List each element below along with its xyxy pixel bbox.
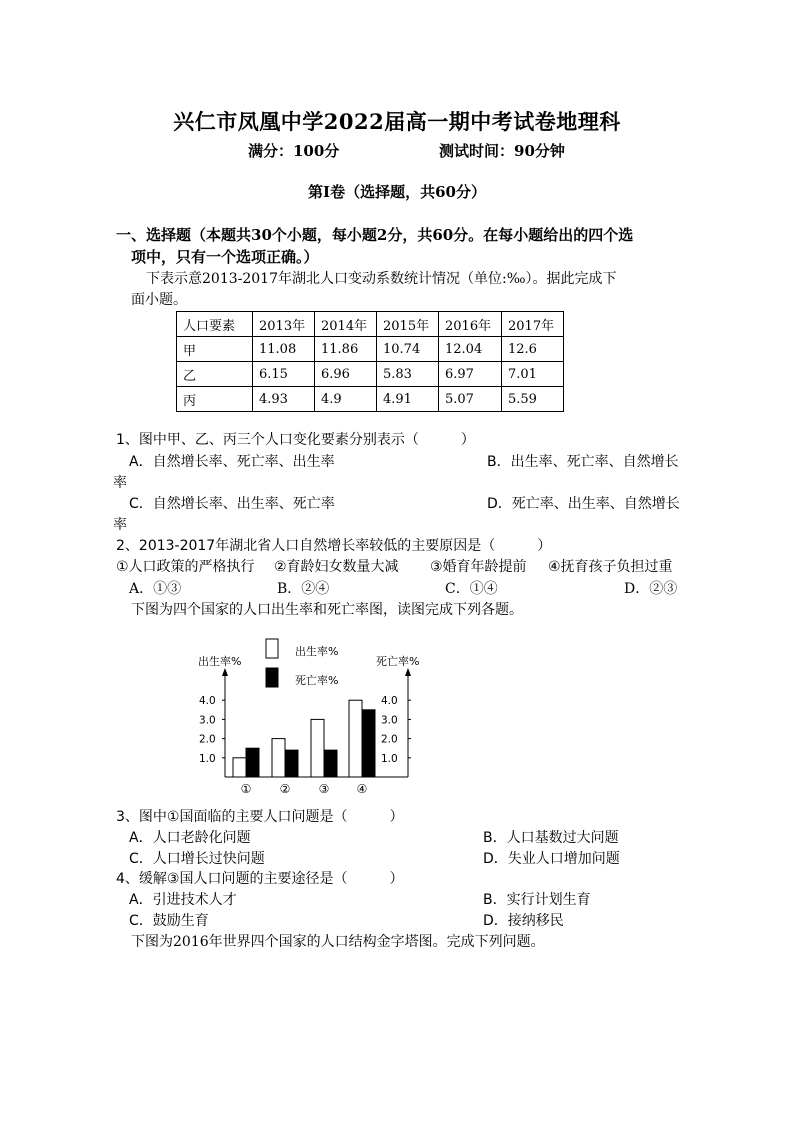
table-row (177, 387, 564, 412)
q2-option-a: A．①③ (129, 581, 182, 597)
table-cell: 11.08 (253, 337, 315, 362)
table-header-cell: 2017年 (502, 312, 564, 337)
q3-option-d: D．失业人口增加问题 (483, 851, 620, 867)
table-cell: 甲 (177, 337, 253, 362)
table-cell: 4.91 (377, 387, 439, 412)
table-cell: 4.93 (253, 387, 315, 412)
intro-pyramid: 下图为2016年世界四个国家的人口结构金字塔图。完成下列问题。 (131, 934, 545, 950)
table-row (177, 337, 564, 362)
death-rate-bar (246, 748, 259, 777)
y-axis-left-label: 出生率% (198, 655, 242, 668)
y-tick-label-left: 2.0 (199, 733, 216, 746)
section-instruction-line1: 一、选择题（本题共30个小题，每小题2分，共60分。在每小题给出的四个选 (116, 226, 634, 244)
section-instruction-line2: 项中，只有一个选项正确。） (131, 248, 319, 266)
q4-option-a: A．引进技术人才 (129, 892, 237, 908)
birth-rate-bar (349, 700, 362, 777)
q2-choice-2: ②育龄妇女数量大减 (274, 559, 399, 575)
x-tick-label: ② (279, 782, 291, 796)
legend-birth-label: 出生率% (295, 645, 339, 658)
table-cell: 乙 (177, 362, 253, 387)
q1-option-d-wrap: 率 (113, 517, 127, 533)
death-rate-bar (285, 750, 298, 777)
q2-choice-4: ④抚育孩子负担过重 (548, 559, 673, 575)
table-cell: 5.83 (377, 362, 439, 387)
intro-chart: 下图为四个国家的人口出生率和死亡率图，读图完成下列各题。 (131, 602, 523, 618)
intro-table-line1: 下表示意2013-2017年湖北人口变动系数统计情况（单位:‰）。据此完成下 (146, 271, 617, 287)
table-cell: 11.86 (315, 337, 377, 362)
y-tick-label-left: 3.0 (199, 714, 216, 727)
legend-birth-swatch (266, 639, 278, 658)
q2-stem: 2、2013-2017年湖北省人口自然增长率较低的主要原因是（ ） (116, 538, 552, 554)
q1-option-b: B．出生率、死亡率、自然增长 (487, 454, 679, 470)
table-cell: 5.59 (502, 387, 564, 412)
full-score: 满分：100分 (248, 142, 340, 160)
test-time: 测试时间：90分钟 (439, 142, 565, 160)
q1-option-d: D．死亡率、出生率、自然增长 (487, 496, 680, 512)
y-tick-label-right: 2.0 (381, 733, 398, 746)
legend-death-swatch (266, 668, 278, 687)
table-cell: 6.15 (253, 362, 315, 387)
y-tick-label-left: 1.0 (199, 752, 216, 765)
table-header-cell: 2015年 (377, 312, 439, 337)
q2-option-d: D．②③ (624, 581, 678, 597)
table-cell: 7.01 (502, 362, 564, 387)
table-cell: 12.6 (502, 337, 564, 362)
table-header-cell: 2013年 (253, 312, 315, 337)
q1-stem: 1、图中甲、乙、丙三个人口变化要素分别表示（ ） (116, 432, 475, 448)
y-tick-label-right: 4.0 (381, 695, 398, 708)
table-cell: 5.07 (439, 387, 502, 412)
q1-option-a: A．自然增长率、死亡率、出生率 (129, 454, 335, 470)
exam-title: 兴仁市凤凰中学2022届高一期中考试卷地理科 (173, 109, 621, 134)
population-table (176, 311, 564, 412)
q3-option-c: C．人口增长过快问题 (129, 851, 265, 867)
section-title: 第Ⅰ卷（选择题，共60分） (308, 183, 486, 201)
table-header-row (177, 312, 564, 337)
q3-option-a: A．人口老龄化问题 (129, 830, 251, 846)
q3-stem: 3、图中①国面临的主要人口问题是（ ） (116, 809, 404, 825)
q2-option-c: C．①④ (445, 581, 498, 597)
birth-rate-bar (311, 719, 324, 777)
table-cell: 10.74 (377, 337, 439, 362)
q1-option-c: C．自然增长率、出生率、死亡率 (129, 496, 335, 512)
table-cell: 6.96 (315, 362, 377, 387)
table-cell: 6.97 (439, 362, 502, 387)
y-axis-left-arrow (222, 668, 228, 676)
q2-option-b: B．②④ (277, 581, 330, 597)
q2-choice-3: ③婚育年龄提前 (430, 559, 527, 575)
q4-stem: 4、缓解③国人口问题的主要途径是（ ） (116, 871, 404, 887)
q3-option-b: B．人口基数过大问题 (483, 830, 619, 846)
q1-option-b-wrap: 率 (113, 475, 127, 491)
x-tick-label: ④ (356, 782, 368, 796)
death-rate-bar (362, 710, 375, 777)
y-tick-label-right: 1.0 (381, 752, 398, 765)
table-header-cell: 2016年 (439, 312, 502, 337)
y-tick-label-right: 3.0 (381, 714, 398, 727)
q4-option-b: B．实行计划生育 (483, 892, 591, 908)
x-tick-label: ③ (318, 782, 330, 796)
table-cell: 丙 (177, 387, 253, 412)
legend-death-label: 死亡率% (295, 674, 339, 687)
y-axis-right-arrow (405, 668, 411, 676)
intro-table-line2: 面小题。 (131, 292, 187, 308)
q4-option-d: D．接纳移民 (483, 913, 564, 929)
x-tick-label: ① (240, 782, 252, 796)
table-row (177, 362, 564, 387)
q4-option-c: C．鼓励生育 (129, 913, 209, 929)
q2-choice-1: ①人口政策的严格执行 (116, 559, 255, 575)
table-cell: 4.9 (315, 387, 377, 412)
birth-death-rate-chart (195, 630, 440, 800)
death-rate-bar (324, 750, 337, 777)
birth-rate-bar (272, 739, 285, 777)
y-axis-right-label: 死亡率% (376, 655, 420, 668)
table-header-cell: 2014年 (315, 312, 377, 337)
table-cell: 12.04 (439, 337, 502, 362)
table-header-cell: 人口要素 (177, 312, 253, 337)
y-tick-label-left: 4.0 (199, 695, 216, 708)
birth-rate-bar (233, 758, 246, 777)
